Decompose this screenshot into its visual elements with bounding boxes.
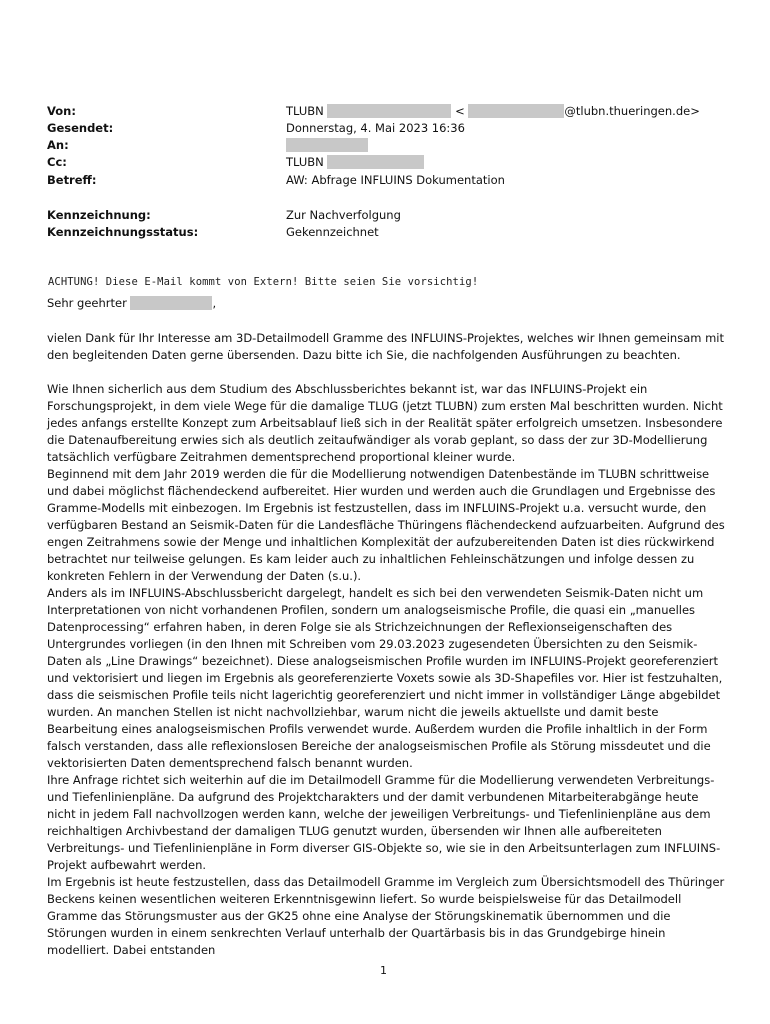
sent-label: Gesendet: <box>47 121 114 135</box>
salutation <box>47 295 727 312</box>
salutation-prefix: Sehr geehrter <box>47 296 127 310</box>
cc-value <box>286 154 424 171</box>
paragraph-6: Im Ergebnis ist heute festzustellen, dass das Detailmodell Gramme im Vergleich zum Übersichtsmodell des Thüringer Beckens keinen wesentlichen weiteren Erkenntnisgewinn liefert. So wurde beispielsweise für das Detailmodell Gramme das Störungsmuster aus der GK25 ohne eine Analyse der Störungskinematik übernommen und die Störungen wurden in einem senkrechten Verlauf unterhalb der Quartärbasis bis in das Grundgebirge hinein modelliert. Dabei entstanden <box>47 875 725 957</box>
to-value <box>286 137 368 154</box>
flag-value: Zur Nachverfolgung <box>286 208 401 222</box>
cc-label: Cc: <box>47 155 67 169</box>
salutation-suffix: , <box>212 296 217 310</box>
redacted-cc <box>327 155 424 169</box>
flag-label: Kennzeichnung: <box>47 208 151 222</box>
paragraph-3: Beginnend mit dem Jahr 2019 werden die für die Modellierung notwendigen Datenbestände im TLUBN schrittweise und dabei möglichst flächendeckend aufbereitet. Hier wurden und werden auch die Grundlagen und Ergebnisse des Gramme-Modells mit einbezogen. Im Ergebnis ist festzustellen, dass im INFLUINS-Projekt u.a. versucht wurde, den verfügbaren Bestand an Seismik-Daten für die Landesfläche Thüringens flächendeckend aufzuarbeiten. Aufgrund des engen Zeitrahmens sowie der Menge und inhaltlichen Komplexität der aufzubereitenden Daten ist dies rückwirkend betrachtet nur teilweise gelungen. Es kam leider auch zu inhaltlichen Fehleinschätzungen und infolge dessen zu konkreten Fehlern in der Verwendung der Daten (s.u.). <box>47 467 725 583</box>
redacted-addressee <box>130 296 212 310</box>
from-value <box>286 103 700 120</box>
redacted-recipient <box>286 138 368 152</box>
from-domain: @tlubn.thueringen.de> <box>564 104 700 118</box>
paragraph-5: Ihre Anfrage richtet sich weiterhin auf die im Detailmodell Gramme für die Modellierung verwendeten Verbreitungs- und Tiefenlinienpläne. Da aufgrund des Projektcharakters und der damit verbundenen Mitarbeiterabgänge heute nicht in jedem Fall nachvollzogen werden kann, welche der jeweiligen Verbreitungs- und Tiefenlinienpläne aus dem reichhaltigen Archivbestand der damaligen TLUG genutzt wurden, übersenden wir Ihnen alle aufbereiteten Verbreitungs- und Tiefenlinienpläne in Form diverser GIS-Objekte so, wie sie in den Arbeitsunterlagen zum INFLUINS-Projekt aufbewahrt werden. <box>47 773 721 872</box>
redacted-name <box>327 104 451 118</box>
flag-status-value: Gekennzeichnet <box>286 225 379 239</box>
paragraph-1: vielen Dank für Ihr Interesse am 3D-Detailmodell Gramme des INFLUINS-Projektes, welches wir Ihnen gemeinsam mit den begleitenden Daten gerne übersenden. Dazu bitte ich Sie, die nachfolgenden Ausführungen zu beachten. <box>47 331 725 362</box>
cc-prefix: TLUBN <box>286 155 324 169</box>
external-mail-warning: ACHTUNG! Diese E-Mail kommt von Extern! Bitte seien Sie vorsichtig! <box>48 276 479 288</box>
redacted-email <box>468 104 564 118</box>
from-label: Von: <box>47 104 76 118</box>
subject-label: Betreff: <box>47 173 97 187</box>
sent-value: Donnerstag, 4. Mai 2023 16:36 <box>286 121 465 135</box>
message-body <box>47 330 727 959</box>
to-label: An: <box>47 138 69 152</box>
from-prefix: TLUBN <box>286 104 324 118</box>
page-number: 1 <box>380 964 387 977</box>
paragraph-4: Anders als im INFLUINS-Abschlussbericht dargelegt, handelt es sich bei den verwendeten Seismik-Daten nicht um Interpretationen von nicht vorhandenen Profilen, sondern um analogseismische Profile, die quasi ein „manuelles Datenprocessing“ erfahren haben, in deren Folge sie als Strichzeichnungen der Reflexionseigenschaften des Untergrundes vorliegen (in den Ihnen mit Schreiben vom 29.03.2023 zugesendeten Übersichten zu den Seismik-Daten als „Line Drawings“ bezeichnet). Diese analogseismischen Profile wurden im INFLUINS-Projekt georeferenziert und vektorisiert und liegen im Ergebnis als georeferenzierte Voxets sowie als 3D-Shapefiles vor. Hier ist festzuhalten, dass die seismischen Profile teils nicht lagerichtig georeferenziert und nicht immer in vollständiger Länge abgebildet wurden. An manchen Stellen ist nicht nachvollziehbar, warum nicht die jeweils aktuellste und damit beste Bearbeitung eines analogseismischen Profils verwendet wurde. Außerdem wurden die Profile inhaltlich in der Form falsch verstanden, dass alle reflexionslosen Bereiche der analogseismischen Profile als Störung missdeutet und die vektorisierten Daten dementsprechend falsch benannt wurden. <box>47 586 723 770</box>
subject-value: AW: Abfrage INFLUINS Dokumentation <box>286 173 505 187</box>
flag-status-label: Kennzeichnungsstatus: <box>47 225 199 239</box>
from-lt: < <box>455 104 465 118</box>
paragraph-2: Wie Ihnen sicherlich aus dem Studium des Abschlussberichtes bekannt ist, war das INFLUINS-Projekt ein Forschungsprojekt, in dem viele Wege für die damalige TLUG (jetzt TLUBN) zum ersten Mal beschritten wurden. Nicht jedes anfangs erstellte Konzept zum Arbeitsablauf ließ sich in der Realität später erfolgreich umsetzen. Insbesondere die Datenaufbereitung erwies sich als deutlich zeitaufwändiger als vorab geplant, so dass der zur 3D-Modellierung tatsächlich verfügbare Zeitrahmen dementsprechend proportional kleiner wurde. <box>47 382 723 464</box>
